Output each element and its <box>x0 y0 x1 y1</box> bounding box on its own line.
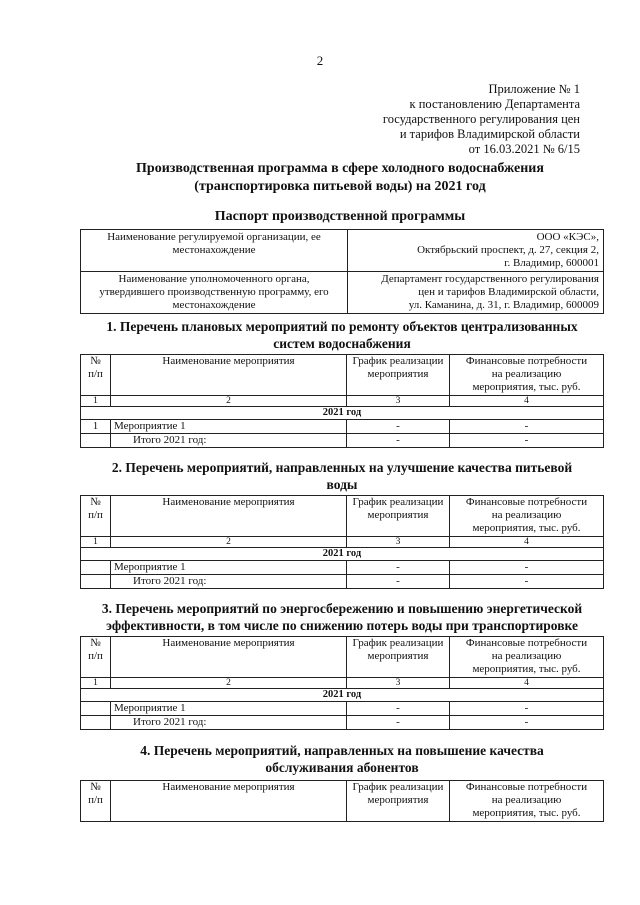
column-number-row <box>81 396 604 407</box>
col-num: 3 <box>347 396 450 407</box>
year-label: 2021 год <box>81 407 604 420</box>
col-num: 2 <box>111 396 347 407</box>
event-finance: - <box>450 561 604 575</box>
col-finance-header: Финансовые потребности на реализацию мероприятия, тыс. руб. <box>450 781 604 822</box>
col-number-header: № п/п <box>81 496 111 537</box>
column-number-row <box>81 537 604 548</box>
year-label: 2021 год <box>81 689 604 702</box>
passport-value: ООО «КЭС», Октябрьский проспект, д. 27, секция 2, г. Владимир, 600001 <box>348 230 604 272</box>
events-table <box>80 780 604 822</box>
event-schedule: - <box>347 561 450 575</box>
section-title: 4. Перечень мероприятий, направленных на повышение качества обслуживания абонентов <box>140 743 544 775</box>
total-row <box>81 575 604 589</box>
section-title: 3. Перечень мероприятий по энергосбережению и повышению энергетической эффективности, в том числе по снижению потерь воды при транспортировке <box>101 601 583 633</box>
events-table <box>80 636 604 730</box>
appendix-line: от 16.03.2021 № 6/15 <box>468 142 580 156</box>
col-num: 4 <box>450 396 604 407</box>
passport-table <box>80 229 604 314</box>
col-schedule-header: График реализации мероприятия <box>347 496 450 537</box>
appendix-line: Приложение № 1 <box>488 82 580 96</box>
col-num: 4 <box>450 537 604 548</box>
events-table <box>80 354 604 448</box>
total-schedule: - <box>347 575 450 589</box>
total-schedule: - <box>347 434 450 448</box>
total-label: Итого 2021 год: <box>111 434 347 448</box>
page-number: 2 <box>316 53 324 68</box>
passport-row <box>81 272 604 314</box>
col-num: 2 <box>111 678 347 689</box>
empty-cell <box>81 702 111 716</box>
event-number: 1 <box>81 420 111 434</box>
event-name: Мероприятие 1 <box>111 420 347 434</box>
empty-cell <box>81 561 111 575</box>
passport-label: Наименование уполномоченного органа, утвердившего производственную программу, его местонахождение <box>81 272 348 314</box>
col-finance-header: Финансовые потребности на реализацию мероприятия, тыс. руб. <box>450 637 604 678</box>
appendix-line: и тарифов Владимирской области <box>399 127 580 141</box>
event-row <box>81 561 604 575</box>
col-num: 3 <box>347 537 450 548</box>
header-row <box>81 355 604 396</box>
col-number-header: № п/п <box>81 781 111 822</box>
title-line: Производственная программа в сфере холодного водоснабжения <box>136 161 544 176</box>
event-finance: - <box>450 420 604 434</box>
total-finance: - <box>450 575 604 589</box>
passport-label: Наименование регулируемой организации, ее местонахождение <box>81 230 348 272</box>
total-label: Итого 2021 год: <box>111 716 347 730</box>
total-row <box>81 716 604 730</box>
col-schedule-header: График реализации мероприятия <box>347 637 450 678</box>
col-num: 4 <box>450 678 604 689</box>
appendix-line: государственного регулирования цен <box>382 112 580 126</box>
col-schedule-header: График реализации мероприятия <box>347 355 450 396</box>
col-number-header: № п/п <box>81 637 111 678</box>
section-title: 2. Перечень мероприятий, направленных на улучшение качества питьевой воды <box>111 460 573 492</box>
col-num: 1 <box>81 678 111 689</box>
event-name: Мероприятие 1 <box>111 702 347 716</box>
col-name-header: Наименование мероприятия <box>111 355 347 396</box>
event-row <box>81 420 604 434</box>
col-num: 2 <box>111 537 347 548</box>
document-title <box>60 160 620 196</box>
col-num: 3 <box>347 678 450 689</box>
col-num: 1 <box>81 537 111 548</box>
header-row <box>81 781 604 822</box>
year-label: 2021 год <box>81 548 604 561</box>
empty-cell <box>81 575 111 589</box>
year-row <box>81 689 604 702</box>
col-finance-header: Финансовые потребности на реализацию мероприятия, тыс. руб. <box>450 355 604 396</box>
col-num: 1 <box>81 396 111 407</box>
header-row <box>81 496 604 537</box>
total-label: Итого 2021 год: <box>111 575 347 589</box>
total-finance: - <box>450 434 604 448</box>
title-line: (транспортировка питьевой воды) на 2021 год <box>194 179 486 194</box>
event-finance: - <box>450 702 604 716</box>
col-number-header: № п/п <box>81 355 111 396</box>
header-row <box>81 637 604 678</box>
col-name-header: Наименование мероприятия <box>111 496 347 537</box>
events-table <box>80 495 604 589</box>
column-number-row <box>81 678 604 689</box>
passport-row <box>81 230 604 272</box>
appendix-block <box>383 82 580 157</box>
event-schedule: - <box>347 702 450 716</box>
event-row <box>81 702 604 716</box>
empty-cell <box>81 716 111 730</box>
col-name-header: Наименование мероприятия <box>111 781 347 822</box>
year-row <box>81 548 604 561</box>
passport-title: Паспорт производственной программы <box>214 209 466 224</box>
total-schedule: - <box>347 716 450 730</box>
col-schedule-header: График реализации мероприятия <box>347 781 450 822</box>
total-row <box>81 434 604 448</box>
passport-value: Департамент государственного регулирования цен и тарифов Владимирской области, ул. Каманина, д. 31, г. Владимир, 600009 <box>348 272 604 314</box>
year-row <box>81 407 604 420</box>
col-finance-header: Финансовые потребности на реализацию мероприятия, тыс. руб. <box>450 496 604 537</box>
section-title: 1. Перечень плановых мероприятий по ремонту объектов централизованных систем водоснабжения <box>106 319 578 351</box>
event-name: Мероприятие 1 <box>111 561 347 575</box>
event-schedule: - <box>347 420 450 434</box>
appendix-line: к постановлению Департамента <box>409 97 580 111</box>
total-finance: - <box>450 716 604 730</box>
empty-cell <box>81 434 111 448</box>
col-name-header: Наименование мероприятия <box>111 637 347 678</box>
